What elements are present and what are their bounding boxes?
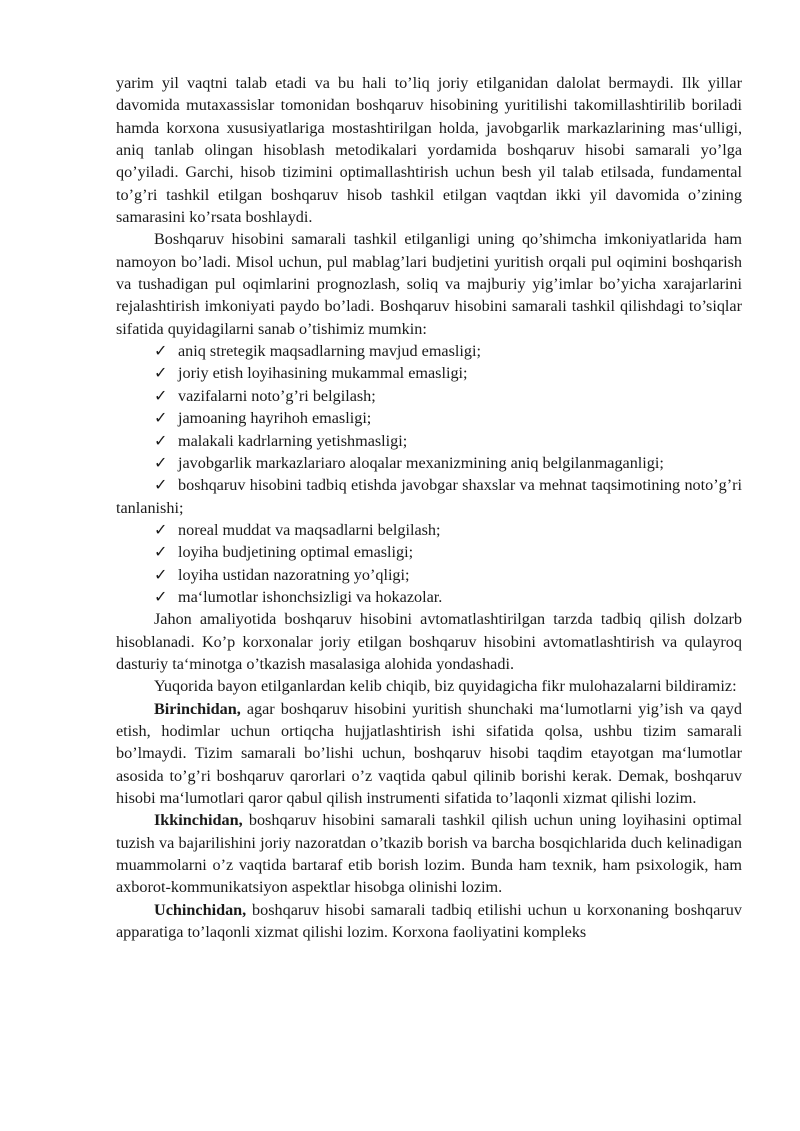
checkmark-icon: ✓	[154, 565, 168, 584]
paragraph-second-point: Ikkinchidan, boshqaruv hisobini samarali tashkil qilish uchun uning loyihasini optimal tuzish va bajarilishini joriy nazoratdan o’tkazib borish va barcha bosqichlarida duch kelinadigan muammolarni o’z vaqtida bartaraf etib borish lozim. Bunda ham texnik, ham psixologik, ham axborot-kommunikatsiyon aspektlar hisobga olinishi lozim.	[116, 811, 742, 897]
checkmark-icon: ✓	[154, 409, 168, 428]
obstacles-list	[116, 340, 742, 608]
paragraph-first-point: Birinchidan, agar boshqaruv hisobini yuritish shunchaki ma‘lumotlarni yig’ish va qayd etish, hodimlar uchun ortiqcha hujjatlashtirish ishi sifatida qolsa, ushbu tizim samarali bo’lmaydi. Tizim samarali bo’lishi uchun, boshqaruv hisobi taqdim etayotgan ma‘lumotlar asosida to’g’ri boshqaruv qarorlari o’z vaqtida qabul qilinib borishi kerak. Demak, boshqaruv hisobi ma‘lumotlari qaror qabul qilish instrumenti sifatida to’laqonli xizmat qilishi lozim.	[116, 699, 742, 807]
list-item: ✓ jamoaning hayrihoh emasligi;	[116, 407, 742, 429]
checkmark-icon: ✓	[154, 587, 168, 606]
checkmark-icon: ✓	[154, 364, 168, 383]
third-point-lead: Uchinchidan,	[154, 900, 247, 919]
checkmark-icon: ✓	[154, 453, 168, 472]
list-item: ✓ loyiha budjetining optimal emasligi;	[116, 541, 742, 563]
second-point-lead: Ikkinchidan,	[154, 811, 243, 830]
checkmark-icon: ✓	[154, 543, 168, 562]
paragraph-automation: Jahon amaliyotida boshqaruv hisobini avtomatlashtirilgan tarzda tadbiq qilish dolzarb hisoblanadi. Ko’p korxonalar joriy etilgan boshqaruv hisobini avtomatlashtirish va qulayroq dasturiy ta‘minotga o’tkazish masalasiga alohida yondashadi.	[116, 610, 742, 673]
checkmark-icon: ✓	[154, 476, 168, 495]
list-item: ✓ loyiha ustidan nazoratning yo’qligi;	[116, 564, 742, 586]
list-item: ✓ malakali kadrlarning yetishmasligi;	[116, 430, 742, 452]
checkmark-icon: ✓	[154, 386, 168, 405]
list-item: ✓ boshqaruv hisobini tadbiq etishda javobgar shaxslar va mehnat taqsimotining noto’g’ri tanlanishi;	[116, 476, 742, 517]
paragraph-conclusion-intro: Yuqorida bayon etilganlardan kelib chiqib, biz quyidagicha fikr mulohazalarni bildiramiz:	[154, 677, 737, 696]
list-item: ✓ aniq stretegik maqsadlarning mavjud emasligi;	[116, 340, 742, 362]
paragraph-intro: yarim yil vaqtni talab etadi va bu hali to’liq joriy etilganidan dalolat bermaydi. Ilk yillar davomida mutaxassislar tomonidan boshqaruv hisobining yuritilishi takomillashtirilib boriladi hamda korxona xususiyatlariga mostashtirilgan holda, javobgarlik markazlarining mas‘ulligi, aniq tanlab olingan hisoblash metodikalari yordamida boshqaruv hisobi samarali yo’lga qo’yiladi. Garchi, hisob tizimini optimallashtirish uchun besh yil talab etilsada, fundamental to’g’ri tashkil etilgan boshqaruv hisob tashkil etilgan vaqtdan ikki yil davomida o’zining samarasini ko’rsata boshlaydi.	[116, 74, 742, 227]
list-item: ✓ joriy etish loyihasining mukammal emasligi;	[116, 362, 742, 384]
first-point-lead: Birinchidan,	[154, 699, 241, 718]
list-item: ✓ vazifalarni noto’g’ri belgilash;	[116, 385, 742, 407]
paragraph-third-point: Uchinchidan, boshqaruv hisobi samarali tadbiq etilishi uchun u korxonaning boshqaruv apparatiga to’laqonli xizmat qilishi lozim. Korxona faoliyatini kompleks	[116, 900, 742, 942]
checkmark-icon: ✓	[154, 431, 168, 450]
checkmark-icon: ✓	[154, 342, 168, 361]
document-page	[116, 72, 742, 943]
list-item: ✓ ma‘lumotlar ishonchsizligi va hokazolar.	[116, 586, 742, 608]
list-item: ✓ noreal muddat va maqsadlarni belgilash;	[116, 519, 742, 541]
list-item: ✓ javobgarlik markazlariaro aloqalar mexanizmining aniq belgilanmaganligi;	[116, 452, 742, 474]
checkmark-icon: ✓	[154, 520, 168, 539]
paragraph-opportunities: Boshqaruv hisobini samarali tashkil etilganligi uning qo’shimcha imkoniyatlarida ham namoyon bo’ladi. Misol uchun, pul mablag’lari budjetini yuritish orqali pul oqimini boshqarish va tushadigan pul oqimlarini prognozlash, soliq va majburiy yig’imlar bo’yicha xarajarlarini rejalashtirish imkoniyati paydo bo’ladi. Boshqaruv hisobini samarali tashkil qilishdagi to’siqlar sifatida quyidagilarni sanab o’tishimiz mumkin:	[116, 230, 742, 338]
